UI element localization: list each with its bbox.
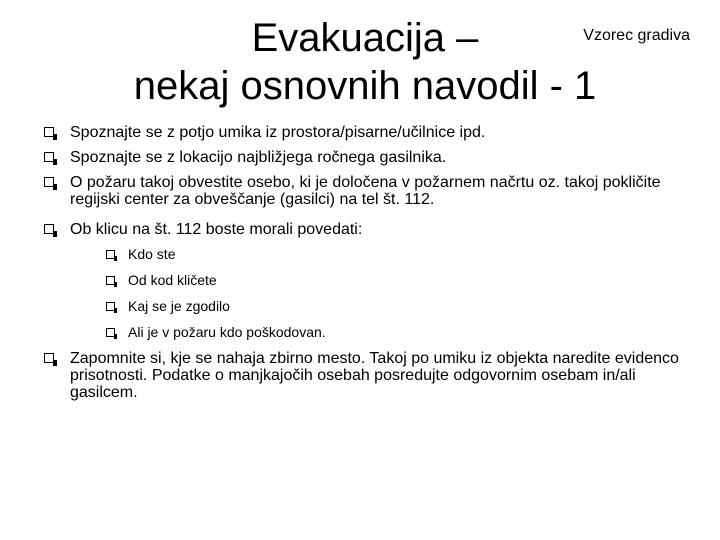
sub-list-item [106, 324, 694, 341]
checkbox-bullet-icon [44, 353, 54, 363]
sub-list-item-text: Ali je v požaru kdo poškodovan. [128, 324, 326, 340]
checkbox-bullet-icon [106, 328, 115, 337]
list-item [44, 149, 694, 166]
list-item-text: Spoznajte se z potjo umika iz prostora/pisarne/učilnice ipd. [70, 124, 486, 141]
list-item [44, 350, 694, 401]
list-item-text: Zapomnite si, kje se nahaja zbirno mesto. Takoj po umiku iz objekta naredite evidenco prisotnosti. Podatke o manjkajočih osebah posredujte odgovornim osebam in/ali gasilcem. [70, 350, 679, 401]
checkbox-bullet-icon [106, 276, 115, 285]
sub-list-item [106, 246, 694, 263]
title-line-1: Evakuacija – [251, 16, 479, 60]
material-sample-label: Vzorec gradiva [583, 27, 690, 44]
sub-list-item-text: Kdo ste [128, 246, 176, 262]
sub-list-item [106, 298, 694, 315]
list-item-text: O požaru takoj obvestite osebo, ki je določena v požarnem načrtu oz. takoj pokličite regijski center za obveščanje (gasilci) na tel št. 112. [70, 174, 661, 208]
instruction-list [44, 124, 694, 409]
list-item-text: Ob klicu na št. 112 boste morali povedati: [70, 221, 363, 238]
checkbox-bullet-icon [44, 127, 54, 137]
list-item-text: Spoznajte se z lokacijo najbližjega ročnega gasilnika. [70, 149, 447, 166]
checkbox-bullet-icon [106, 302, 115, 311]
call-info-list [70, 246, 694, 341]
checkbox-bullet-icon [44, 177, 54, 187]
sub-list-item-text: Od kod kličete [128, 272, 217, 288]
list-item [44, 124, 694, 141]
sub-list-item-text: Kaj se je zgodilo [128, 298, 230, 314]
sub-list-item [106, 272, 694, 289]
title-line-2: nekaj osnovnih navodil - 1 [133, 64, 597, 108]
checkbox-bullet-icon [44, 224, 54, 234]
checkbox-bullet-icon [106, 250, 115, 259]
list-item [44, 221, 694, 341]
slide-title [40, 14, 690, 110]
checkbox-bullet-icon [44, 152, 54, 162]
list-item [44, 174, 694, 208]
